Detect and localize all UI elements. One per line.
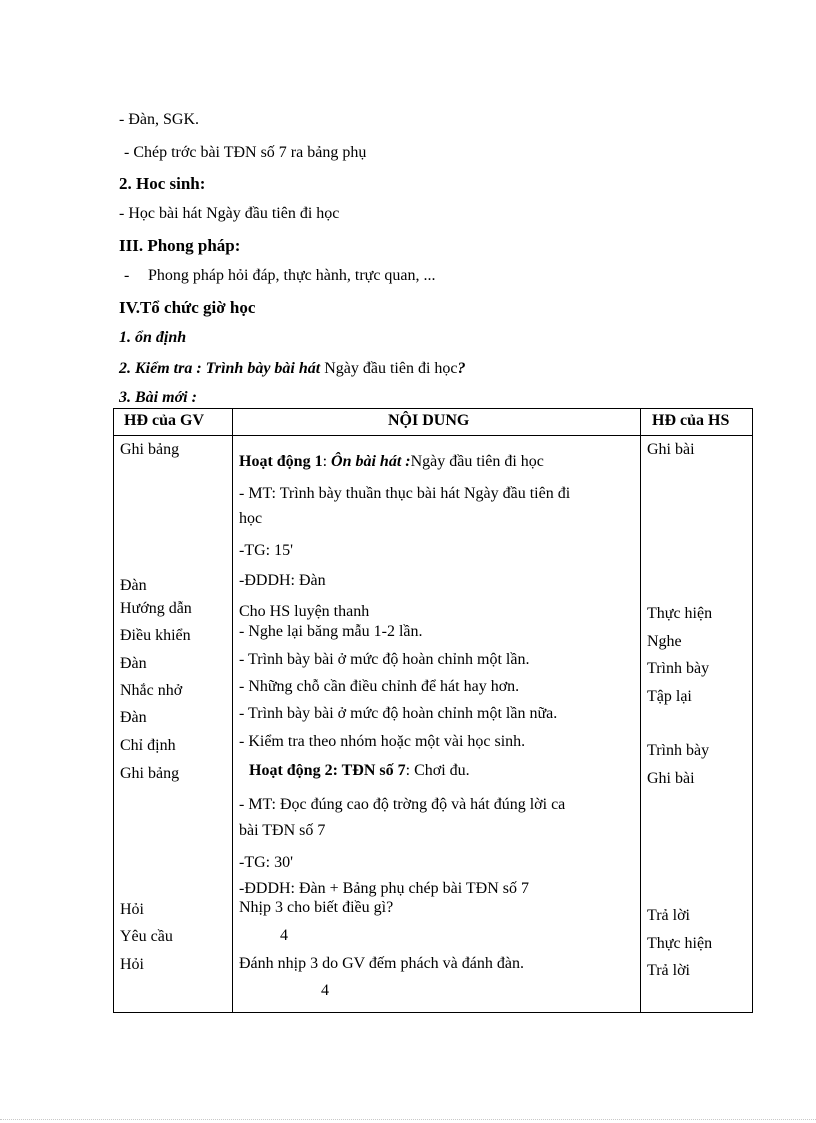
methods-dash: - [124, 267, 130, 284]
heading-stabilize: 1. ổn định [119, 329, 187, 346]
activity-1-heading [239, 454, 544, 470]
table-border-right [752, 408, 753, 1013]
gv-item: Đàn [120, 709, 147, 726]
instruction-conduct: Đánh nhịp 3 do GV đếm phách và đánh đàn. [239, 955, 524, 972]
header-teacher-activity: HĐ của GV [124, 412, 204, 429]
step-check: - Kiểm tra theo nhóm hoặc một vài học sinh. [239, 733, 526, 750]
gv-item: Hỏi [120, 956, 144, 973]
gv-item: Đàn [120, 577, 147, 594]
table-header-divider [113, 435, 753, 436]
hs-item: Trình bày [647, 660, 710, 677]
gv-item: Hỏi [120, 901, 144, 918]
header-student-activity: HĐ của HS [652, 412, 730, 429]
activity-2-label: Hoạt động 2: TĐN số 7 [249, 762, 406, 779]
step-adjust: - Những chỗ cần điều chỉnh để hát hay hơn. [239, 678, 520, 695]
table-border-top [113, 408, 753, 409]
line-methods: Phong pháp hỏi đáp, thực hành, trực quan, ... [148, 267, 436, 284]
activity-1-colon: : [322, 453, 328, 470]
gv-item: Đàn [120, 655, 147, 672]
gv-item: Hướng dẫn [120, 600, 192, 617]
activity-2-song: : Chơi đu. [405, 762, 470, 779]
step-perform: - Trình bày bài ở mức độ hoàn chỉnh một lần. [239, 651, 530, 668]
activity-1-title: Ôn bài hát : [331, 453, 411, 470]
hs-item: Thực hiện [647, 605, 713, 622]
step-warmup: Cho HS luyện thanh [239, 603, 370, 620]
gv-item: Chỉ định [120, 737, 176, 754]
objective-1-line2: học [239, 510, 263, 527]
heading-organization: IV.Tổ chức giờ học [119, 298, 256, 317]
activity-1-label: Hoạt động 1 [239, 453, 323, 470]
heading-students: 2. Hoc sinh: [119, 174, 206, 193]
hs-item: Nghe [647, 633, 682, 650]
line-learn-song: - Học bài hát Ngày đầu tiên đi học [119, 205, 340, 222]
objective-2-line1: - MT: Đọc đúng cao độ trờng độ và hát đúng lời ca [239, 796, 566, 813]
table-border-left [113, 408, 114, 1013]
heading-check [119, 361, 466, 377]
table-border-bottom [113, 1012, 753, 1013]
equipment-2: -ĐDDH: Đàn + Bảng phụ chép bài TĐN số 7 [239, 880, 530, 897]
step-perform-again: - Trình bày bài ở mức độ hoàn chỉnh một lần nữa. [239, 705, 558, 722]
meter-denominator-1: 4 [280, 927, 288, 944]
hs-item: Trả lời [647, 907, 690, 924]
hs-item: Thực hiện [647, 935, 713, 952]
line-equipment: - Đàn, SGK. [119, 111, 199, 128]
activity-1-song: Ngày đầu tiên đi học [410, 453, 544, 470]
gv-item: Ghi bảng [120, 441, 180, 458]
hs-item: Ghi bài [647, 441, 695, 458]
check-question-mark: ? [457, 360, 466, 377]
heading-new-lesson: 3. Bài mới : [119, 389, 197, 406]
equipment-1: -ĐDDH: Đàn [239, 572, 326, 589]
time-2: -TG: 30' [239, 854, 293, 871]
check-song: Ngày đầu tiên đi học [324, 360, 458, 377]
hs-item: Trả lời [647, 962, 690, 979]
meter-denominator-2: 4 [321, 982, 329, 999]
gv-item: Điều khiển [120, 627, 191, 644]
activity-2-heading [249, 763, 470, 779]
header-content: NỘI DUNG [388, 412, 470, 429]
table-col-divider-2 [640, 408, 641, 1013]
gv-item: Nhắc nhở [120, 682, 183, 699]
objective-2-line2: bài TĐN số 7 [239, 822, 326, 839]
line-copy-board: - Chép trớc bài TĐN số 7 ra bảng phụ [124, 144, 367, 161]
gv-item: Yêu cầu [120, 928, 173, 945]
question-meter: Nhịp 3 cho biết điều gì? [239, 899, 394, 916]
check-label: 2. Kiểm tra : Trình bày bài hát [119, 360, 321, 377]
time-1: -TG: 15' [239, 542, 293, 559]
gv-item: Ghi bảng [120, 765, 180, 782]
hs-item: Ghi bài [647, 770, 695, 787]
heading-methods: III. Phong pháp: [119, 236, 241, 255]
table-col-divider-1 [232, 408, 233, 1013]
hs-item: Tập lại [647, 688, 692, 705]
page-bottom-divider [0, 1119, 816, 1120]
objective-1-line1: - MT: Trình bày thuần thục bài hát Ngày đầu tiên đi [239, 485, 571, 502]
step-listen: - Nghe lại băng mẫu 1-2 lần. [239, 623, 423, 640]
hs-item: Trình bày [647, 742, 710, 759]
